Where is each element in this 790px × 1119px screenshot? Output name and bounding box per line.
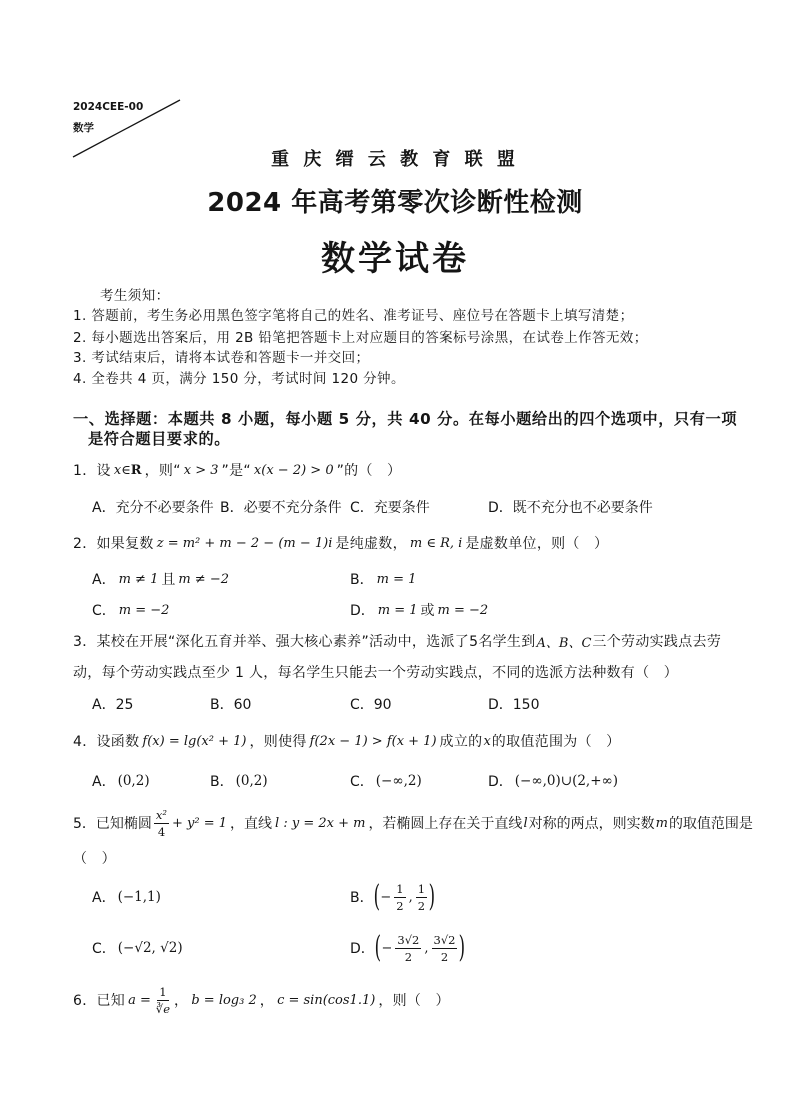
q1-option-c: C．充要条件 [350, 500, 430, 516]
q3-text: 三个劳动实践点去劳 [592, 634, 722, 650]
open-paren: ( [373, 879, 380, 914]
minus-sign: − [381, 940, 393, 956]
question-2 [73, 532, 608, 554]
exam-title: 2024 年高考第零次诊断性检测 [207, 187, 583, 218]
option-label: B． [350, 890, 374, 906]
q5-text: 5．已知椭圆 [73, 816, 152, 832]
exam-code: 2024CEE-00 [73, 101, 144, 113]
option-math: m ≠ 1 [118, 571, 159, 587]
fraction-denominator: 4 [157, 824, 166, 839]
q6-text: ，则（ ） [378, 993, 450, 1009]
question-6 [73, 978, 450, 1022]
option-text: 且 [161, 572, 176, 588]
fraction-denominator: 2 [396, 898, 404, 913]
fraction-numerator: 1 [159, 984, 167, 999]
fraction-denominator: 2 [404, 949, 413, 964]
q1-math-condition-1: x > 3 [183, 462, 219, 478]
option-label: D． [350, 941, 375, 957]
option-fraction [432, 933, 458, 964]
q1-text: ”的（ ） [336, 463, 402, 479]
q4-text: ，则使得 [249, 734, 307, 750]
option-label: D． [488, 774, 513, 790]
option-label: D． [350, 603, 375, 619]
q4-math-x: x [483, 733, 491, 749]
q4-text: 4．设函数 [73, 734, 140, 750]
q3-option-c: C．90 [350, 697, 392, 713]
option-fraction [395, 933, 421, 964]
q3-option-a: A．25 [92, 697, 134, 713]
comma: , [408, 889, 413, 905]
close-paren: ) [459, 930, 466, 965]
notice-item-1: 1. 答题前，考生务必用黑色签字笔将自己的姓名、准考证号、座位号在答题卡上填写清楚； [73, 308, 634, 324]
option-math: m = −2 [118, 602, 170, 618]
option-math: m = −2 [437, 602, 489, 618]
q2-text: 2．如果复数 [73, 536, 154, 552]
alliance-title: 重 庆 缙 云 教 育 联 盟 [271, 149, 519, 170]
question-3-line-2: 动，每个劳动实践点至少 1 人，每名学生只能去一个劳动实践点，不同的选派方法种数有（ ） [73, 665, 679, 681]
option-fraction [394, 882, 405, 913]
question-4 [73, 730, 620, 752]
q5-text: ，直线 [230, 816, 273, 832]
q1-math-real-set: R [130, 462, 142, 478]
fraction-denominator: 2 [440, 949, 449, 964]
q4-option-d [488, 770, 620, 792]
q5-option-a [92, 875, 163, 919]
fraction-numerator: x² [155, 807, 168, 822]
option-math: (−√2, √2) [117, 940, 183, 956]
q5-option-c [92, 926, 185, 970]
option-fraction [416, 882, 427, 913]
q6-text: ， [259, 993, 275, 1009]
option-label: A． [92, 890, 116, 906]
q3-option-b: B．60 [210, 697, 252, 713]
close-paren: ) [428, 879, 436, 914]
option-math: (0,2) [235, 773, 268, 789]
q1-text: ，则“ [144, 463, 181, 479]
q6-fraction [154, 985, 172, 1016]
q4-text: 成立的 [439, 734, 483, 750]
q2-option-b [350, 568, 419, 590]
q5-ellipse-fraction [154, 808, 169, 839]
fraction-numerator: 3√2 [433, 932, 456, 947]
comma: , [424, 940, 429, 956]
q6-math-b: b = log₃ 2 [191, 992, 257, 1008]
q4-math-function: f(x) = lg(x² + 1) [142, 733, 247, 749]
q4-option-b [210, 770, 270, 792]
q2-math-complex: z = m² + m − 2 − (m − 1)i [156, 535, 333, 551]
q2-option-c [92, 599, 172, 621]
q5-math-l: l [523, 815, 528, 831]
q1-option-d: D．既不充分也不必要条件 [488, 500, 653, 516]
q5-math-line: l : y = 2x + m [275, 815, 366, 831]
q6-math-c: c = sin(cos1.1) [277, 992, 376, 1008]
fraction-numerator: 1 [417, 881, 426, 896]
q1-option-b: B．必要不充分条件 [220, 500, 342, 516]
question-5-line-2: （ ） [73, 851, 116, 867]
minus-sign: − [380, 889, 392, 905]
q1-math-x-in: x∈ [113, 462, 131, 478]
q1-math-condition-2: x(x − 2) > 0 [253, 462, 334, 478]
section-heading-line1: 一、选择题：本题共 8 小题，每小题 5 分，共 40 分。在每小题给出的四个选项中，只有一项 [73, 409, 738, 428]
option-label: C． [92, 603, 116, 619]
q2-math-domain: m ∈ R, i [409, 535, 463, 551]
question-3-line-1 [73, 630, 721, 652]
q4-option-a [92, 770, 152, 792]
q6-math-a: a = [128, 992, 151, 1008]
q5-math-m: m [655, 815, 668, 831]
paper-title: 数学试卷 [321, 238, 469, 279]
notice-item-3: 3. 考试结束后，请将本试卷和答题卡一并交回； [73, 350, 370, 366]
option-label: B． [350, 572, 374, 588]
subject-label: 数学 [73, 121, 94, 134]
notice-item-4: 4. 全卷共 4 页，满分 150 分，考试时间 120 分钟。 [73, 371, 405, 387]
q5-option-d [350, 926, 465, 970]
option-label: A． [92, 572, 116, 588]
q1-text: 1．设 [73, 463, 111, 479]
option-math: (0,2) [117, 773, 150, 789]
q5-text: ，若椭圆上存在关于直线 [368, 816, 523, 832]
q3-math-points: A、B、C [536, 635, 592, 651]
option-label: B． [210, 774, 234, 790]
option-label: C． [92, 941, 116, 957]
fraction-denominator: ∛e [155, 1001, 171, 1016]
option-label: A． [92, 774, 116, 790]
option-math: m = 1 [377, 602, 418, 618]
q5-text: 的取值范围是 [668, 816, 753, 832]
option-math: m = 1 [376, 571, 417, 587]
q5-option-b [350, 875, 435, 919]
notice-heading: 考生须知： [100, 288, 170, 304]
q1-text: ”是“ [221, 463, 251, 479]
fraction-numerator: 1 [396, 881, 404, 896]
q1-option-a: A．充分不必要条件 [92, 500, 214, 516]
option-label: C． [350, 774, 374, 790]
option-math: (−∞,2) [375, 773, 422, 789]
fraction-numerator: 3√2 [397, 932, 420, 947]
q4-option-c [350, 770, 424, 792]
q5-math-ellipse-rest: + y² = 1 [172, 815, 228, 831]
option-math: (−1,1) [117, 889, 161, 905]
q6-text: 6．已知 [73, 993, 126, 1009]
option-math: (−∞,0)∪(2,+∞) [514, 773, 619, 789]
q2-option-d [350, 599, 491, 621]
q2-text: 是虚数单位，则（ ） [465, 536, 609, 552]
section-heading-line2: 是符合题目要求的。 [88, 429, 231, 448]
q2-option-a [92, 568, 232, 590]
q6-text: ， [174, 993, 189, 1009]
option-text: 或 [420, 603, 435, 619]
q2-text: 是纯虚数， [335, 536, 407, 552]
question-1 [73, 459, 401, 481]
fraction-denominator: 2 [417, 898, 426, 913]
notice-item-2: 2. 每小题选出答案后，用 2B 铅笔把答题卡上对应题目的答案标号涂黑，在试卷上作答无效； [73, 330, 648, 346]
question-5-line-1 [73, 801, 753, 845]
q3-option-d: D．150 [488, 697, 540, 713]
q5-text: 对称的两点，则实数 [528, 816, 655, 832]
option-math: m ≠ −2 [178, 571, 229, 587]
q4-text: 的取值范围为（ ） [491, 734, 621, 750]
open-paren: ( [374, 930, 381, 965]
q3-text: 3．某校在开展“深化五育并举、强大核心素养”活动中，选派了5名学生到 [73, 634, 536, 650]
q4-math-inequality: f(2x − 1) > f(x + 1) [309, 733, 437, 749]
